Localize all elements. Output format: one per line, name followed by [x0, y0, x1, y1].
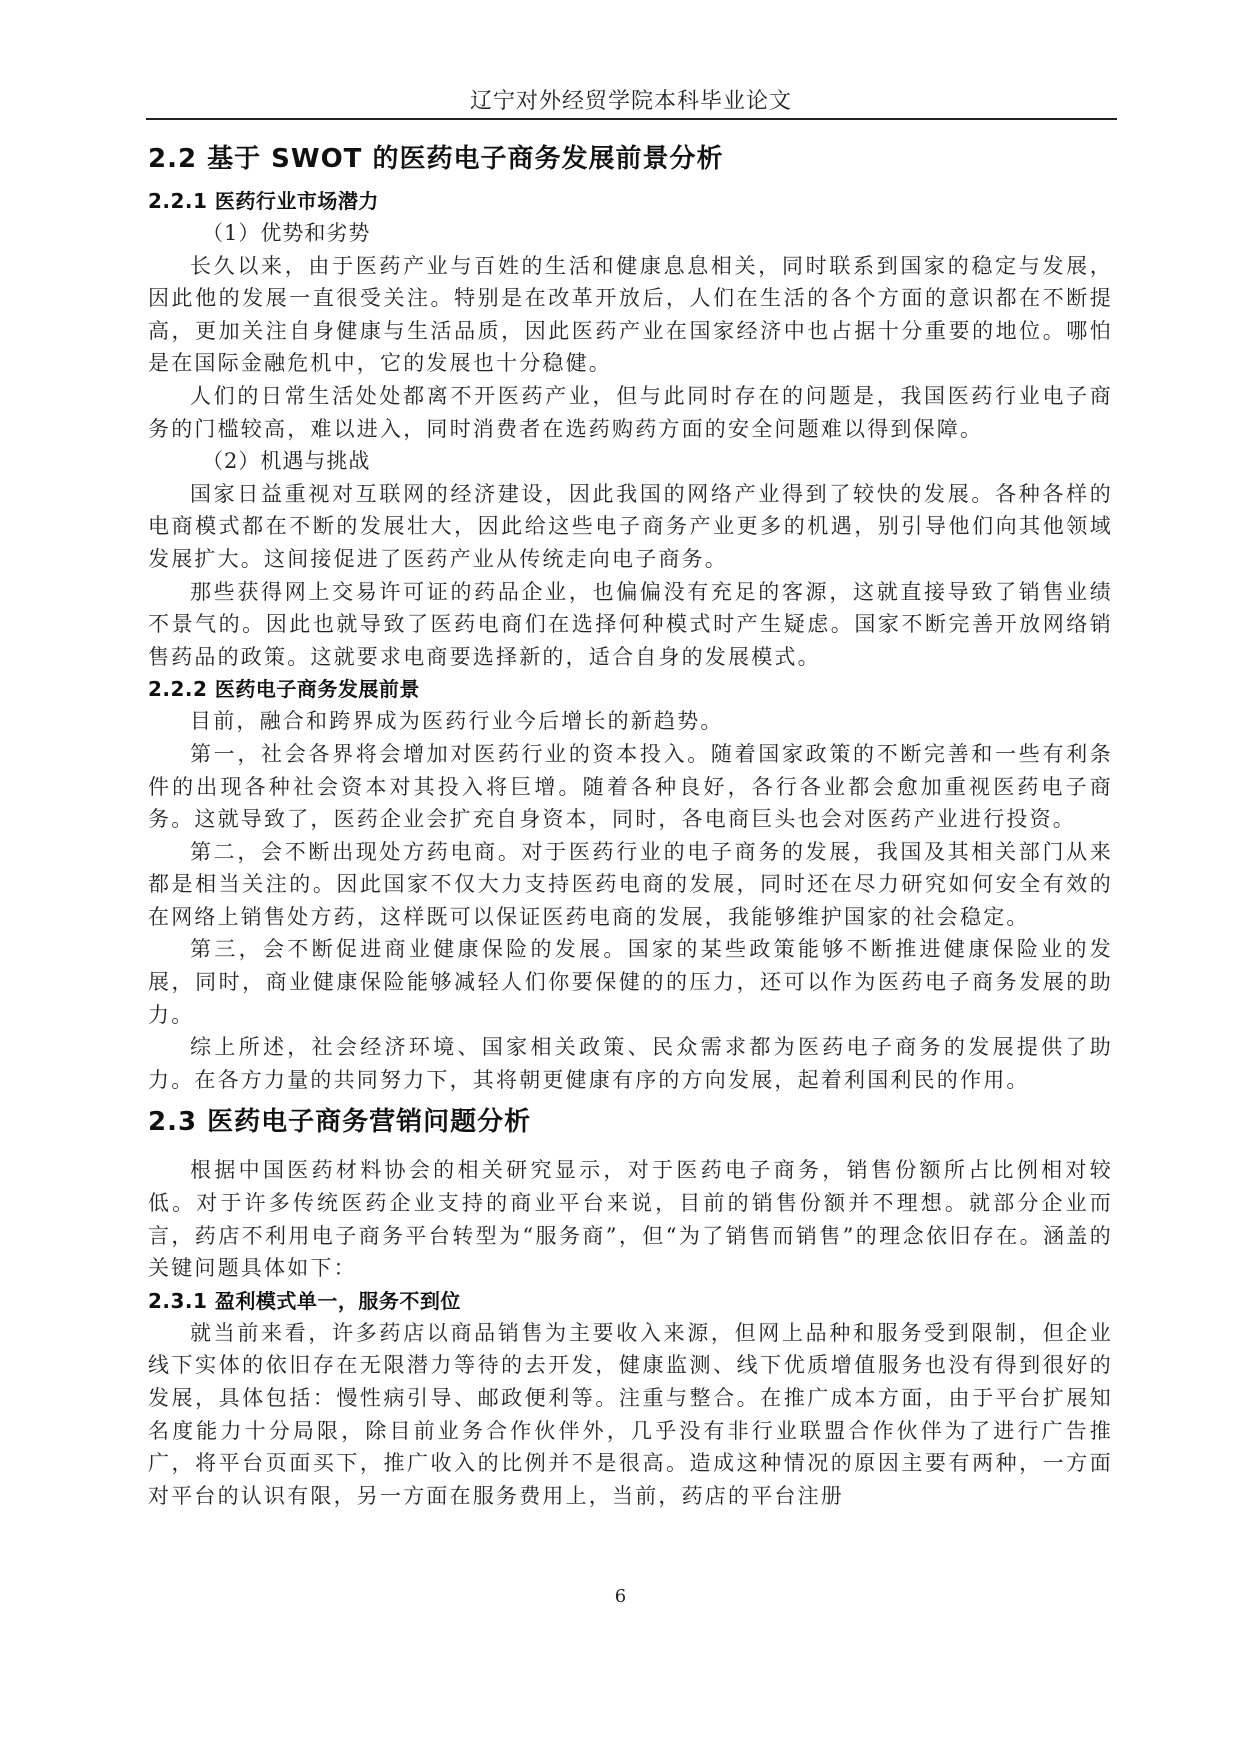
paragraph-2: 人们的日常生活处处都离不开医药产业，但与此同时存在的问题是，我国医药行业电子商务的门槛较高，难以进入，同时消费者在选药购药方面的安全问题难以得到保障。: [148, 383, 1113, 441]
paragraph-9: 综上所述，社会经济环境、国家相关政策、民众需求都为医药电子商务的发展提供了助力。在各方力量的共同努力下，其将朝更健康有序的方向发展，起着利国利民的作用。: [148, 1035, 1113, 1092]
paragraph-5: 目前，融合和跨界成为医药行业今后增长的新趋势。: [190, 709, 724, 734]
page-body: [148, 133, 1113, 1512]
list-item-opportunities-challenges: （2）机遇与挑战: [202, 449, 371, 474]
section-heading-2-2: 2.2 基于 SWOT 的医药电子商务发展前景分析: [148, 144, 724, 174]
subsection-heading-2-2-1: 2.2.1 医药行业市场潜力: [148, 189, 379, 213]
list-item-strengths-weaknesses: （1）优势和劣势: [202, 221, 371, 245]
paragraph-7: 第二，会不断出现处方药电商。对于医药行业的电子商务的发展，我国及其相关部门从来都是相当关注的。因此国家不仅大力支持医药电商的发展，同时还在尽力研究如何安全有效的在网络上销售处方药，这样既可以保证医药电商的发展，我能够维护国家的社会稳定。: [148, 839, 1113, 929]
header-divider: [146, 118, 1117, 120]
paragraph-11: 就当前来看，许多药店以商品销售为主要收入来源，但网上品种和服务受到限制，但企业线下实体的依旧存在无限潜力等待的去开发，健康监测、线下优质增值服务也没有得到很好的发展，具体包括：慢性病引导、邮政便利等。注重与整合。在推广成本方面，由于平台扩展知名度能力十分局限，除目前业务合作伙伴外，几乎没有非行业联盟合作伙伴为了进行广告推广，将平台页面买下，推广收入的比例并不是很高。造成这种情况的原因主要有两种，一方面对平台的认识有限，另一方面在服务费用上，当前，药店的平台注册: [148, 1320, 1113, 1508]
subsection-heading-2-2-2: 2.2.2 医药电子商务发展前景: [148, 677, 420, 702]
page-number: 6: [614, 1586, 627, 1607]
paragraph-6: 第一，社会各界将会增加对医药行业的资本投入。随着国家政策的不断完善和一些有利条件的出现各种社会资本对其投入将巨增。随着各种良好，各行各业都会愈加重视医药电子商务。这就导致了，医药企业会扩充自身资本，同时，各电商巨头也会对医药产业进行投资。: [148, 741, 1113, 832]
paragraph-10: 根据中国医药材料协会的相关研究显示，对于医药电子商务，销售份额所占比例相对较低。对于许多传统医药企业支持的商业平台来说，目前的销售份额并不理想。就部分企业而言，药店不利用电子商务平台转型为“服务商”，但“为了销售而销售”的理念依旧存在。涵盖的关键问题具体如下：: [148, 1158, 1113, 1281]
section-heading-2-3: 2.3 医药电子商务营销问题分析: [148, 1107, 532, 1138]
running-header: 辽宁对外经贸学院本科毕业论文: [469, 89, 792, 114]
paragraph-3: 国家日益重视对互联网的经济建设，因此我国的网络产业得到了较快的发展。各种各样的电商模式都在不断的发展壮大，因此给这些电子商务产业更多的机遇，别引导他们向其他领域发展扩大。这间接促进了医药产业从传统走向电子商务。: [148, 481, 1113, 571]
paragraph-8: 第三，会不断促进商业健康保险的发展。国家的某些政策能够不断推进健康保险业的发展，同时，商业健康保险能够减轻人们你要保健的的压力，还可以作为医药电子商务发展的助力。: [148, 937, 1113, 1027]
paragraph-4: 那些获得网上交易许可证的药品企业，也偏偏没有充足的客源，这就直接导致了销售业绩不景气的。因此也就导致了医药电商们在选择何种模式时产生疑虑。国家不断完善开放网络销售药品的政策。这就要求电商要选择新的，适合自身的发展模式。: [148, 579, 1113, 669]
subsection-heading-2-3-1: 2.3.1 盈利模式单一，服务不到位: [148, 1288, 461, 1313]
paragraph-1: 长久以来，由于医药产业与百姓的生活和健康息息相关，同时联系到国家的稳定与发展，因此他的发展一直很受关注。特别是在改革开放后，人们在生活的各个方面的意识都在不断提高，更加关注自身健康与生活品质，因此医药产业在国家经济中也占据十分重要的地位。哪怕是在国际金融危机中，它的发展也十分稳健。: [148, 253, 1113, 376]
